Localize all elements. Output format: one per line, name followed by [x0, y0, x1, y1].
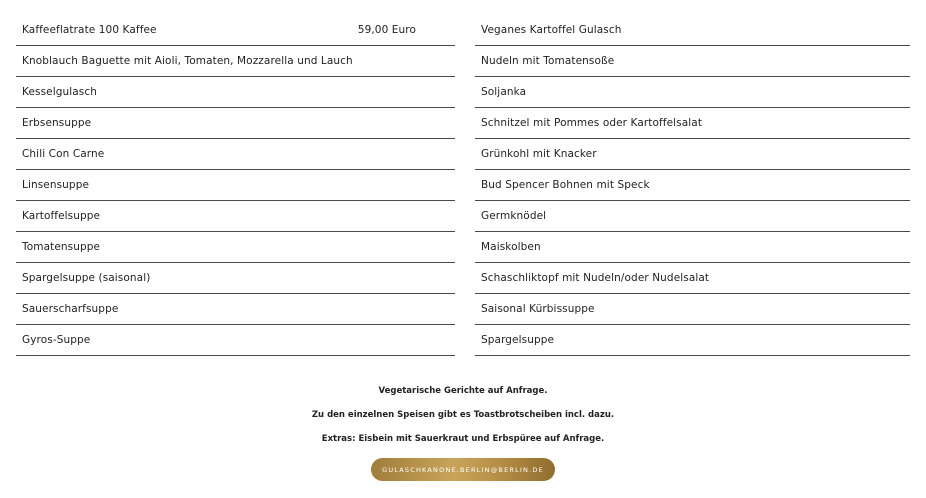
menu-row	[16, 170, 455, 201]
menu-item-name: Soljanka	[481, 86, 527, 98]
menu-item-name: Kesselgulasch	[22, 86, 98, 98]
menu-item-name: Schaschliktopf mit Nudeln/oder Nudelsalat	[481, 272, 710, 284]
menu-item-name: Spargelsuppe (saisonal)	[22, 272, 151, 284]
menu-list	[16, 15, 910, 356]
menu-item-name: Maiskolben	[481, 241, 541, 253]
menu-row	[475, 294, 910, 325]
menu-column-right	[475, 15, 910, 356]
email-button[interactable]: GULASCHKANONE.BERLIN@BERLIN.DE	[371, 458, 555, 481]
menu-item-name: Chili Con Carne	[22, 148, 105, 160]
menu-row	[16, 15, 455, 46]
menu-notes	[0, 386, 926, 458]
menu-item-name: Nudeln mit Tomatensoße	[481, 55, 615, 67]
menu-row	[475, 108, 910, 139]
menu-row	[16, 294, 455, 325]
menu-row	[16, 108, 455, 139]
menu-row	[475, 201, 910, 232]
menu-item-name: Bud Spencer Bohnen mit Speck	[481, 179, 650, 191]
menu-item-name: Spargelsuppe	[481, 334, 555, 346]
menu-row	[16, 232, 455, 263]
menu-row	[475, 139, 910, 170]
menu-column-left	[16, 15, 455, 356]
menu-row	[475, 263, 910, 294]
menu-row	[475, 170, 910, 201]
menu-row	[16, 325, 455, 356]
menu-item-name: Erbsensuppe	[22, 117, 92, 129]
menu-item-name: Saisonal Kürbissuppe	[481, 303, 595, 315]
menu-item-name: Grünkohl mit Knacker	[481, 148, 597, 160]
note-vegetarian: Vegetarische Gerichte auf Anfrage.	[378, 386, 548, 396]
menu-item-name: Tomatensuppe	[22, 241, 101, 253]
menu-item-name: Sauerscharfsuppe	[22, 303, 119, 315]
menu-item-name: Gyros-Suppe	[22, 334, 91, 346]
note-extras: Extras: Eisbein mit Sauerkraut und Erbspüree auf Anfrage.	[321, 434, 605, 444]
note-toast: Zu den einzelnen Speisen gibt es Toastbrotscheiben incl. dazu.	[311, 410, 615, 420]
menu-row	[16, 139, 455, 170]
menu-item-name: Linsensuppe	[22, 179, 90, 191]
menu-row	[16, 77, 455, 108]
menu-row	[16, 46, 455, 77]
menu-item-price: 59,00 Euro	[357, 24, 416, 36]
menu-row	[475, 325, 910, 356]
menu-item-name: Knoblauch Baguette mit Aioli, Tomaten, Mozzarella und Lauch	[22, 55, 353, 67]
menu-row	[475, 77, 910, 108]
menu-item-name: Veganes Kartoffel Gulasch	[481, 24, 622, 36]
menu-row	[16, 201, 455, 232]
menu-row	[16, 263, 455, 294]
menu-row	[475, 232, 910, 263]
menu-item-name: Germknödel	[481, 210, 547, 222]
menu-item-name: Schnitzel mit Pommes oder Kartoffelsalat	[481, 117, 703, 129]
menu-item-name: Kartoffelsuppe	[22, 210, 101, 222]
menu-item-name: Kaffeeflatrate 100 Kaffee	[22, 24, 157, 36]
menu-row	[475, 46, 910, 77]
menu-row	[475, 15, 910, 46]
